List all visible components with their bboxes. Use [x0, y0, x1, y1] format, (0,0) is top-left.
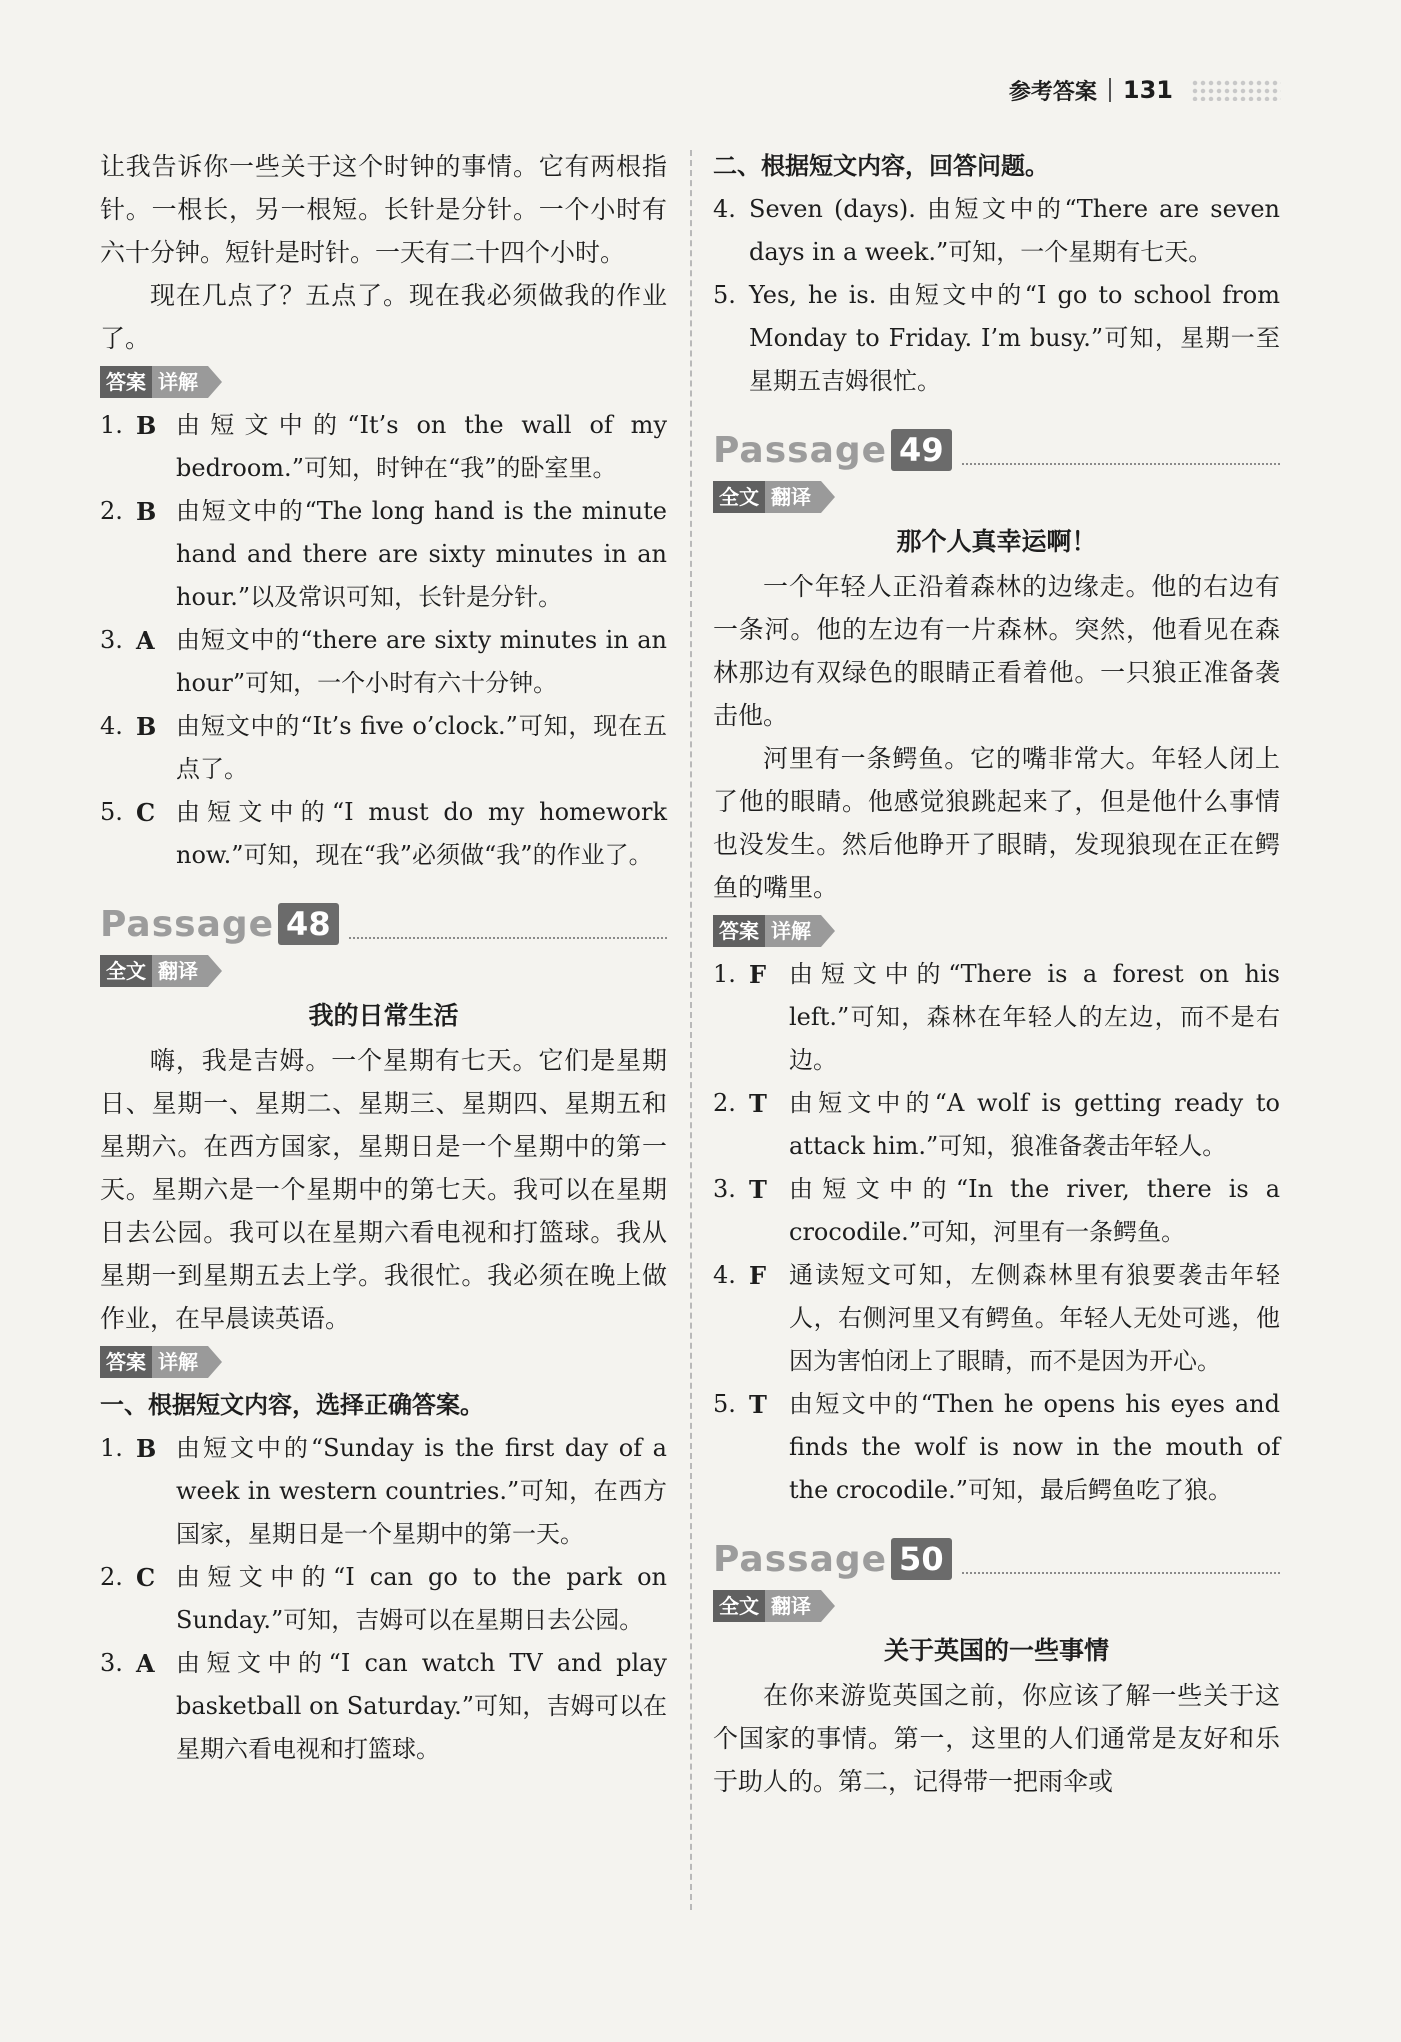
passage-48-title: 我的日常生活 — [308, 1001, 459, 1030]
answer-letter: B — [136, 1434, 157, 1463]
answer-text: Yes, he is. 由短文中的“I go to school from Monday to Friday. I’m busy.”可知，星期一至星期五吉姆很忙。 — [749, 281, 1280, 395]
answer-text: 由短文中的“It’s five o’clock.”可知，现在五点了。 — [176, 712, 667, 783]
passage-rule — [962, 463, 1280, 465]
answer-text: 由短文中的“I can watch TV and play basketball on Saturday.”可知，吉姆可以在星期六看电视和打篮球。 — [176, 1649, 667, 1763]
passage-50-body: 在你来游览英国之前，你应该了解一些关于这个国家的事情。第一，这里的人们通常是友好和乐于助人的。第二，记得带一把雨伞或 — [713, 1681, 1280, 1796]
answer-item — [713, 188, 1280, 274]
tag-arrow-icon — [821, 481, 835, 513]
answer-letter: F — [749, 960, 767, 989]
tag-arrow-icon — [208, 366, 222, 398]
tag-arrow-icon — [208, 1346, 222, 1378]
answer-item — [100, 1642, 667, 1771]
passage-word: Passage — [100, 904, 275, 945]
answer-letter: C — [136, 798, 156, 827]
answer-number: 4. — [100, 712, 123, 740]
answers-tag-key: 答案 — [713, 915, 765, 947]
translation-tag — [713, 1590, 835, 1622]
answer-number: 3. — [100, 1649, 123, 1677]
answer-text: Seven (days). 由短文中的“There are seven days in a week.”可知，一个星期有七天。 — [749, 195, 1280, 266]
passage-48-body: 嗨，我是吉姆。一个星期有七天。它们是星期日、星期一、星期二、星期三、星期四、星期五和星期六。在西方国家，星期日是一个星期中的第一天。星期六是一个星期中的第七天。我可以在星期日去公园。我可以在星期六看电视和打篮球。我从星期一到星期五去上学。我很忙。我必须在晚上做作业，在早晨读英语。 — [100, 1046, 667, 1333]
answer-number: 3. — [713, 1175, 736, 1203]
page-header — [1009, 70, 1281, 110]
tag-arrow-icon — [821, 915, 835, 947]
answer-item — [100, 619, 667, 705]
answers-tag — [100, 366, 222, 398]
answer-text: 由短文中的“Then he opens his eyes and finds the wolf is now in the mouth of the crocodile.”可知，最后鳄鱼吃了狼。 — [789, 1390, 1280, 1504]
answer-item — [100, 1427, 667, 1556]
intro-paragraph-2: 现在几点了？五点了。现在我必须做我的作业了。 — [100, 281, 667, 353]
answer-letter: B — [136, 712, 157, 741]
answer-item — [713, 1168, 1280, 1254]
tag-arrow-icon — [821, 1590, 835, 1622]
answer-number: 4. — [713, 195, 736, 223]
translation-tag-key: 全文 — [713, 481, 765, 513]
answer-number: 4. — [713, 1261, 736, 1289]
passage-49-heading — [713, 411, 1280, 471]
answer-item — [100, 791, 667, 877]
answers-tag-key: 答案 — [100, 1346, 152, 1378]
translation-tag — [713, 481, 835, 513]
translation-tag-key: 全文 — [713, 1590, 765, 1622]
passage-word: Passage — [713, 430, 888, 471]
answer-letter: F — [749, 1261, 767, 1290]
answer-number: 5. — [100, 798, 123, 826]
answer-text: 由短文中的“Sunday is the first day of a week in western countries.”可知，在西方国家，星期日是一个星期中的第一天。 — [176, 1434, 667, 1548]
answer-text: 由短文中的“there are sixty minutes in an hour”可知，一个小时有六十分钟。 — [176, 626, 667, 697]
passage-rule — [962, 1572, 1280, 1574]
answer-item — [100, 1556, 667, 1642]
passage-48-heading — [100, 885, 667, 945]
answer-number: 1. — [100, 1434, 123, 1462]
answer-letter: T — [749, 1089, 767, 1118]
translation-tag-value: 翻译 — [152, 955, 208, 987]
answer-letter: C — [136, 1563, 156, 1592]
answer-item — [713, 953, 1280, 1082]
header-separator — [1109, 78, 1111, 102]
answer-item — [713, 1082, 1280, 1168]
passage-50-heading — [713, 1520, 1280, 1580]
answer-number: 2. — [100, 497, 123, 525]
answer-text: 通读短文可知，左侧森林里有狼要袭击年轻人，右侧河里又有鳄鱼。年轻人无处可逃，他因为害怕闭上了眼睛，而不是因为开心。 — [789, 1261, 1280, 1375]
answer-letter: B — [136, 411, 157, 440]
answer-text: 由短文中的“In the river, there is a crocodile.”可知，河里有一条鳄鱼。 — [789, 1175, 1280, 1246]
translation-tag-value: 翻译 — [765, 1590, 821, 1622]
answer-number: 3. — [100, 626, 123, 654]
answer-number: 1. — [100, 411, 123, 439]
answer-letter: T — [749, 1390, 767, 1419]
answer-number: 2. — [713, 1089, 736, 1117]
answer-item — [100, 490, 667, 619]
answer-letter: T — [749, 1175, 767, 1204]
answers-tag — [713, 915, 835, 947]
answers-tag-key: 答案 — [100, 366, 152, 398]
translation-tag — [100, 955, 222, 987]
answer-number: 5. — [713, 1390, 736, 1418]
answers-tag-value: 详解 — [152, 366, 208, 398]
intro-paragraph-1: 让我告诉你一些关于这个时钟的事情。它有两根指针。一根长，另一根短。长针是分针。一个小时有六十分钟。短针是时针。一天有二十四个小时。 — [100, 152, 667, 267]
answer-item — [100, 705, 667, 791]
answer-text: 由短文中的“A wolf is getting ready to attack him.”可知，狼准备袭击年轻人。 — [789, 1089, 1280, 1160]
translation-tag-value: 翻译 — [765, 481, 821, 513]
answers-tag — [100, 1346, 222, 1378]
header-dots — [1191, 79, 1281, 101]
passage-50-title: 关于英国的一些事情 — [883, 1636, 1109, 1665]
answer-number: 5. — [713, 281, 736, 309]
passage-number: 48 — [278, 903, 339, 945]
passage-rule — [349, 937, 667, 939]
passage-number: 49 — [891, 429, 952, 471]
answer-text: 由短文中的“There is a forest on his left.”可知，森林在年轻人的左边，而不是右边。 — [789, 960, 1280, 1074]
section-heading: 二、根据短文内容，回答问题。 — [713, 152, 1049, 180]
page-number: 131 — [1122, 76, 1173, 104]
left-column — [100, 145, 667, 1771]
answer-number: 2. — [100, 1563, 123, 1591]
header-label: 参考答案 — [1008, 79, 1097, 105]
answers-tag-value: 详解 — [152, 1346, 208, 1378]
answer-number: 1. — [713, 960, 736, 988]
tag-arrow-icon — [208, 955, 222, 987]
right-column — [713, 145, 1280, 1803]
answer-item — [713, 1254, 1280, 1383]
answer-item — [713, 274, 1280, 403]
answer-text: 由短文中的“The long hand is the minute hand and there are sixty minutes in an hour.”以及常识可知，长针是分针。 — [176, 497, 667, 611]
answer-text: 由短文中的“I must do my homework now.”可知，现在“我”必须做“我”的作业了。 — [176, 798, 667, 869]
answer-letter: A — [136, 626, 155, 655]
answer-item — [713, 1383, 1280, 1512]
passage-49-paragraph-1: 一个年轻人正沿着森林的边缘走。他的右边有一条河。他的左边有一片森林。突然，他看见在森林那边有双绿色的眼睛正看着他。一只狼正准备袭击他。 — [713, 572, 1280, 730]
answer-item — [100, 404, 667, 490]
answers-tag-value: 详解 — [765, 915, 821, 947]
passage-49-paragraph-2: 河里有一条鳄鱼。它的嘴非常大。年轻人闭上了他的眼睛。他感觉狼跳起来了，但是他什么事情也没发生。然后他睁开了眼睛，发现狼现在正在鳄鱼的嘴里。 — [713, 744, 1280, 902]
column-divider — [690, 150, 692, 1910]
passage-word: Passage — [713, 1539, 888, 1580]
passage-number: 50 — [891, 1538, 952, 1580]
answer-letter: B — [136, 497, 157, 526]
answer-letter: A — [136, 1649, 155, 1678]
section-heading: 一、根据短文内容，选择正确答案。 — [100, 1391, 484, 1419]
answer-text: 由短文中的“I can go to the park on Sunday.”可知，吉姆可以在星期日去公园。 — [176, 1563, 667, 1634]
answer-text: 由短文中的“It’s on the wall of my bedroom.”可知，时钟在“我”的卧室里。 — [176, 411, 667, 482]
translation-tag-key: 全文 — [100, 955, 152, 987]
passage-49-title: 那个人真幸运啊！ — [896, 527, 1097, 556]
